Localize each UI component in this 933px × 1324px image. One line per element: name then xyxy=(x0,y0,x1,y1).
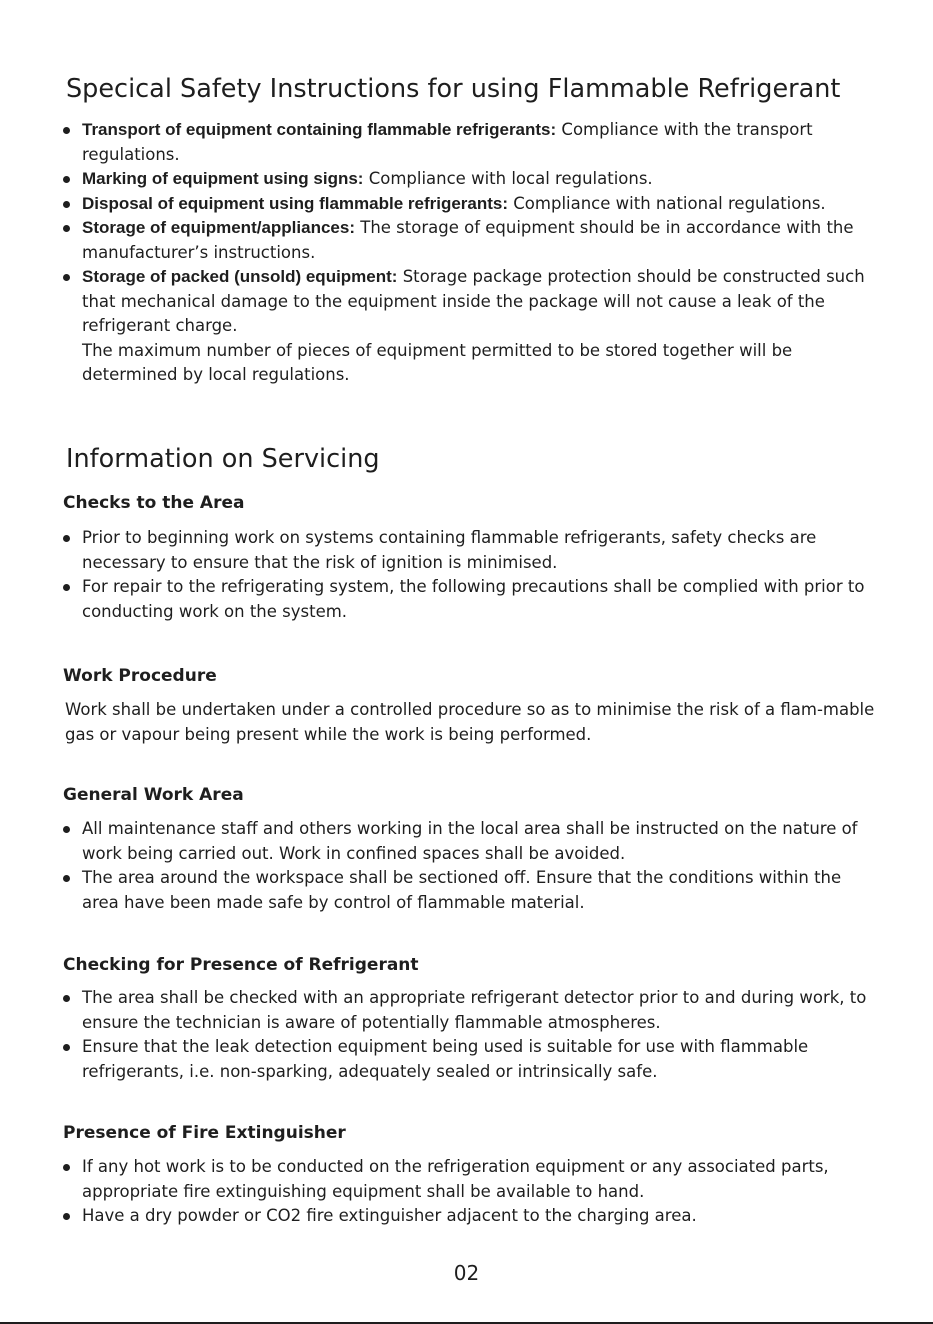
list-item: For repair to the refrigerating system, the following precautions shall be complied with prior to conducting work on the system. xyxy=(63,575,875,624)
list-item: The area around the workspace shall be sectioned off. Ensure that the conditions within the area have been made safe by control of flammable material. xyxy=(63,866,875,915)
list-item xyxy=(63,192,875,217)
safety-title: Specical Safety Instructions for using Flammable Refrigerant xyxy=(66,74,841,104)
list-item xyxy=(63,167,875,192)
item-lead: Storage of packed (unsold) equipment: xyxy=(82,267,398,286)
item-text: Compliance with the transport regulations. xyxy=(82,120,813,164)
work-procedure-text: Work shall be undertaken under a controlled procedure so as to minimise the risk of a flam-mable gas or vapour being present while the work is being performed. xyxy=(65,700,875,744)
list-item xyxy=(63,216,875,265)
checks-area-heading: Checks to the Area xyxy=(63,493,245,513)
work-procedure-heading: Work Procedure xyxy=(63,666,217,686)
checking-refrigerant-list xyxy=(63,986,875,1084)
item-lead: Marking of equipment using signs: xyxy=(82,169,364,188)
page-number: 02 xyxy=(453,1261,480,1285)
item-lead: Disposal of equipment using flammable refrigerants: xyxy=(82,193,509,213)
item-lead: Transport of equipment containing flammable refrigerants: xyxy=(82,120,557,139)
safety-list xyxy=(63,118,875,388)
checks-area-list xyxy=(63,526,875,624)
fire-extinguisher-heading: Presence of Fire Extinguisher xyxy=(63,1123,346,1143)
item-text: Compliance with local regulations. xyxy=(363,169,653,188)
item-lead: Storage of equipment/appliances: xyxy=(82,218,355,237)
general-work-area-list xyxy=(63,817,875,915)
list-item: If any hot work is to be conducted on the refrigeration equipment or any associated parts, appropriate fire extinguishing equipment shall be available to hand. xyxy=(63,1155,875,1204)
servicing-title: Information on Servicing xyxy=(66,444,380,474)
item-text: The storage of equipment should be in accordance with the manufacturer’s instructions. xyxy=(82,218,854,262)
list-item: Have a dry powder or CO2 fire extinguisher adjacent to the charging area. xyxy=(63,1204,875,1229)
list-item: All maintenance staff and others working in the local area shall be instructed on the nature of work being carried out. Work in confined spaces shall be avoided. xyxy=(63,817,875,866)
general-work-area-heading: General Work Area xyxy=(63,785,244,805)
item-extra-paragraph: The maximum number of pieces of equipment permitted to be stored together will be determined by local regulations. xyxy=(82,340,793,384)
list-item: Prior to beginning work on systems containing flammable refrigerants, safety checks are necessary to ensure that the risk of ignition is minimised. xyxy=(63,526,875,575)
list-item: The area shall be checked with an appropriate refrigerant detector prior to and during work, to ensure the technician is aware of potentially flammable atmospheres. xyxy=(63,986,875,1035)
item-text: Storage package protection should be constructed such that mechanical damage to the equipment inside the package will not cause a leak of the refrigerant charge. xyxy=(82,267,865,335)
checking-refrigerant-heading: Checking for Presence of Refrigerant xyxy=(63,955,419,975)
fire-extinguisher-list xyxy=(63,1155,875,1229)
list-item xyxy=(63,118,875,167)
list-item xyxy=(63,265,875,388)
item-text: Compliance with national regulations. xyxy=(508,193,826,213)
list-item: Ensure that the leak detection equipment being used is suitable for use with flammable refrigerants, i.e. non-sparking, adequately sealed or intrinsically safe. xyxy=(63,1035,875,1084)
